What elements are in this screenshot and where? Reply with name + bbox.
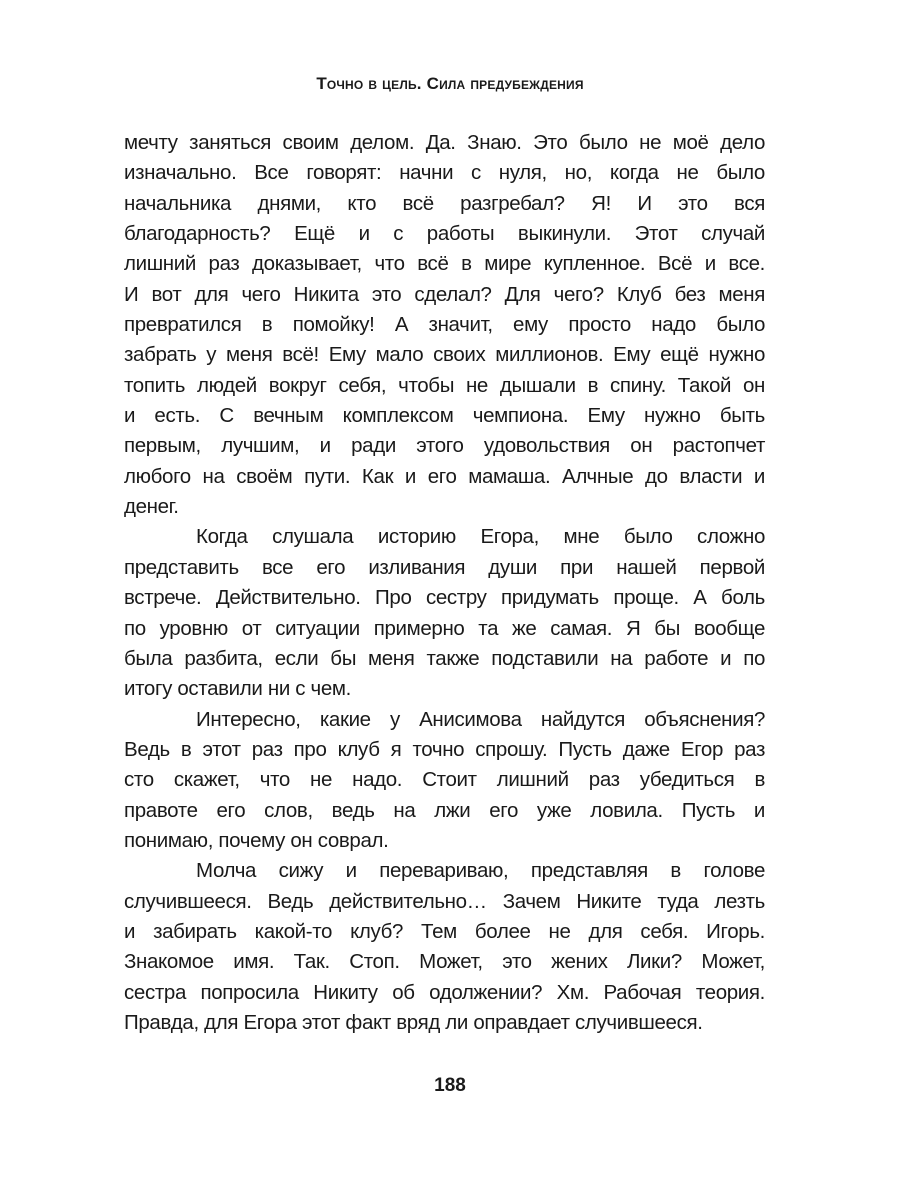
text-line: Интересно, какие у Анисимова найдутся объяснения? bbox=[196, 707, 765, 731]
text-line: и забирать какой-то клуб? Тем более не для себя. Игорь. bbox=[124, 919, 765, 943]
text-line: случившееся. Ведь действительно… Зачем Никите туда лезть bbox=[124, 889, 765, 913]
text-line: лишний раз доказывает, что всё в мире купленное. Всё и все. bbox=[124, 252, 765, 276]
text-line: Ведь в этот раз про клуб я точно спрошу. Пусть даже Егор раз bbox=[124, 737, 765, 761]
text-line: денег. bbox=[124, 495, 179, 519]
text-line: благодарность? Ещё и с работы выкинули. Этот случай bbox=[124, 222, 765, 246]
text-line: и есть. С вечным комплексом чемпиона. Ему нужно быть bbox=[124, 404, 765, 428]
text-line: изначально. Все говорят: начни с нуля, но, когда не было bbox=[124, 161, 765, 185]
page-number: 188 bbox=[434, 1075, 466, 1096]
text-line: любого на своём пути. Как и его мамаша. Алчные до власти и bbox=[124, 464, 765, 488]
text-line: Когда слушала историю Егора, мне было сложно bbox=[196, 525, 765, 549]
text-line: сто скажет, что не надо. Стоит лишний раз убедиться в bbox=[124, 768, 765, 792]
text-line: топить людей вокруг себя, чтобы не дышали в спину. Такой он bbox=[124, 373, 765, 397]
paragraph bbox=[124, 522, 765, 704]
text-line: забрать у меня всё! Ему мало своих миллионов. Ему ещё нужно bbox=[124, 343, 765, 367]
text-line: встрече. Действительно. Про сестру придумать проще. А боль bbox=[124, 586, 765, 610]
text-line: понимаю, почему он соврал. bbox=[124, 828, 389, 852]
text-line: сестра попросила Никиту об одолжении? Хм. Рабочая теория. bbox=[124, 980, 765, 1004]
text-line: начальника днями, кто всё разгребал? Я! И это вся bbox=[124, 191, 765, 215]
paragraph bbox=[124, 128, 765, 522]
running-head: Точно в цель. Сила предубеждения bbox=[316, 74, 584, 93]
text-line: по уровню от ситуации примерно та же самая. Я бы вообще bbox=[124, 616, 765, 640]
body-text bbox=[124, 128, 765, 1038]
text-line: И вот для чего Никита это сделал? Для чего? Клуб без меня bbox=[124, 282, 765, 306]
text-line: превратился в помойку! А значит, ему просто надо было bbox=[124, 313, 765, 337]
text-line: мечту заняться своим делом. Да. Знаю. Это было не моё дело bbox=[124, 131, 765, 154]
text-line: Молча сижу и перевариваю, представляя в голове bbox=[196, 859, 765, 883]
paragraph bbox=[124, 705, 765, 857]
text-line: итогу оставили ни с чем. bbox=[124, 677, 351, 701]
paragraph bbox=[124, 856, 765, 1038]
text-line: правоте его слов, ведь на лжи его уже ловила. Пусть и bbox=[124, 798, 765, 822]
text-line: была разбита, если бы меня также подставили на работе и по bbox=[124, 646, 765, 670]
text-line: представить все его изливания души при нашей первой bbox=[124, 555, 765, 579]
text-line: Знакомое имя. Так. Стоп. Может, это жених Лики? Может, bbox=[124, 950, 765, 974]
text-line: Правда, для Егора этот факт вряд ли оправдает случившееся. bbox=[124, 1010, 703, 1034]
text-line: первым, лучшим, и ради этого удовольствия он растопчет bbox=[124, 434, 765, 458]
